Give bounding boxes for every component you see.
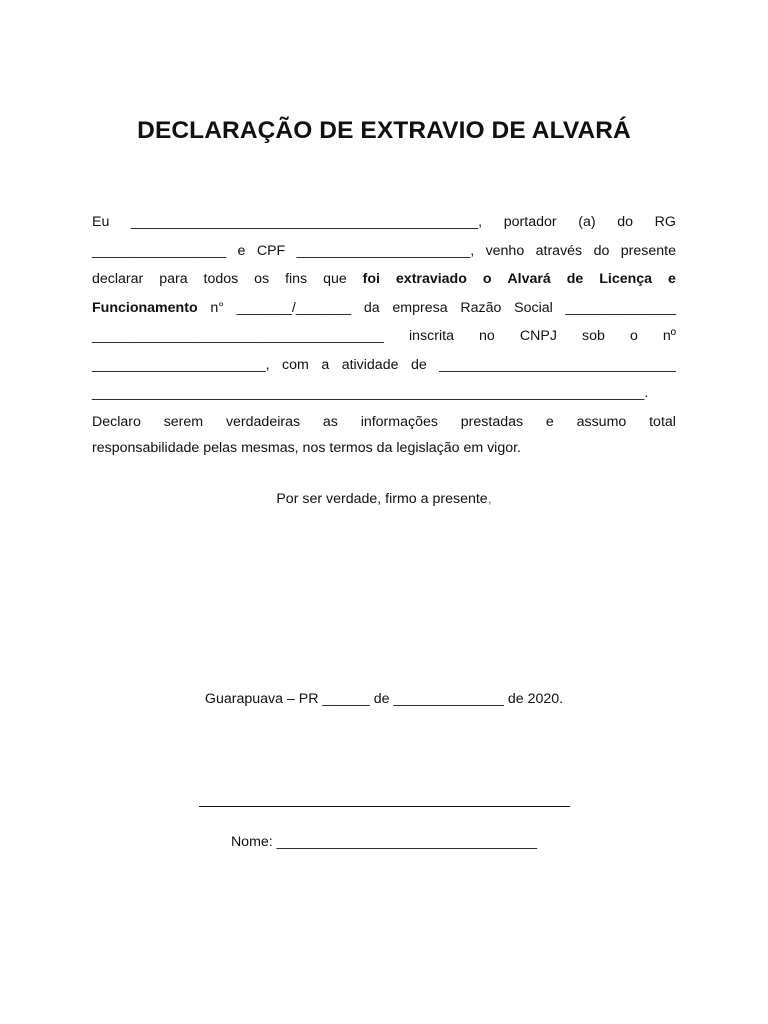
blank-field-rg: _________________ [92,243,227,259]
word: que [323,271,347,287]
word: Eu [92,214,110,230]
body-line-4 [92,294,676,322]
blank-field-name: ____________________________________________, [131,214,483,230]
word: inscrita [409,328,454,344]
bold-word: o [482,271,492,287]
word: prestadas [460,414,524,430]
word: empresa [392,300,448,316]
bold-word: de [566,271,584,287]
word: RG [654,214,676,230]
word: Social [514,300,553,316]
blank-field-cpf: ______________________, [296,243,475,259]
word: no [479,328,495,344]
body-line-6 [92,351,676,379]
word: Declaro [92,414,141,430]
word: todos [203,271,239,287]
word: n° [210,300,224,316]
body-line-9 [92,434,676,462]
word: verdadeiras [225,414,301,430]
word: e [237,243,246,259]
bold-word: e [667,271,676,287]
word: presente [620,243,676,259]
word: venho [485,243,525,259]
word: serem [163,414,204,430]
word: do [617,214,634,230]
word: e [545,414,554,430]
word: (a) [578,214,596,230]
place-date-line: Guarapuava – PR ______ de ______________ de 2020. [204,691,564,707]
word: de [410,357,427,373]
word: com [282,357,309,373]
word: nº [662,328,676,344]
word: os [254,271,270,287]
body-line-3 [92,265,676,293]
word: o [629,328,638,344]
word: assumo [576,414,627,430]
blank-field-activity-cont: ______________________________________________________________________. [92,385,649,401]
word: total [649,414,676,430]
word: a [321,357,330,373]
word: atividade [341,357,399,373]
blank-field-company-cont: _____________________________________ [92,328,384,344]
closing-comma: , [487,491,492,507]
word: CNPJ [519,328,557,344]
word: fins [285,271,308,287]
blank-field-cnpj: ______________________, [92,357,270,373]
word: da [363,300,380,316]
word: declarar [92,271,144,287]
document-title: DECLARAÇÃO DE EXTRAVIO DE ALVARÁ [137,117,631,144]
word: as [322,414,338,430]
bold-word: Funcionamento [92,300,198,316]
bold-word: extraviado [395,271,467,287]
body-line-1 [92,208,676,236]
body-line-2 [92,237,676,265]
word: através [535,243,583,259]
word: para [159,271,188,287]
blank-field-company: ______________ [565,300,676,316]
blank-field-activity: ______________________________ [439,357,676,373]
word: do [593,243,610,259]
bold-word: Licença [599,271,653,287]
blank-field-alvara-number: _______/_______ [236,300,352,316]
closing-statement [0,485,768,513]
word: informações [360,414,438,430]
word: sob [582,328,605,344]
closing-text: Por ser verdade, firmo a presente [276,491,488,507]
bold-word: Alvará [507,271,551,287]
word: CPF [256,243,286,259]
word: Razão [460,300,502,316]
name-line: Nome: _________________________________ [230,834,538,850]
word: portador [503,214,557,230]
signature-line [199,806,570,807]
body-line-5 [92,322,676,350]
body-line-8 [92,408,676,436]
bold-word: foi [362,271,380,287]
sentence: responsabilidade pelas mesmas, nos termos da legislação em vigor. [92,440,521,456]
body-line-7 [92,379,676,407]
